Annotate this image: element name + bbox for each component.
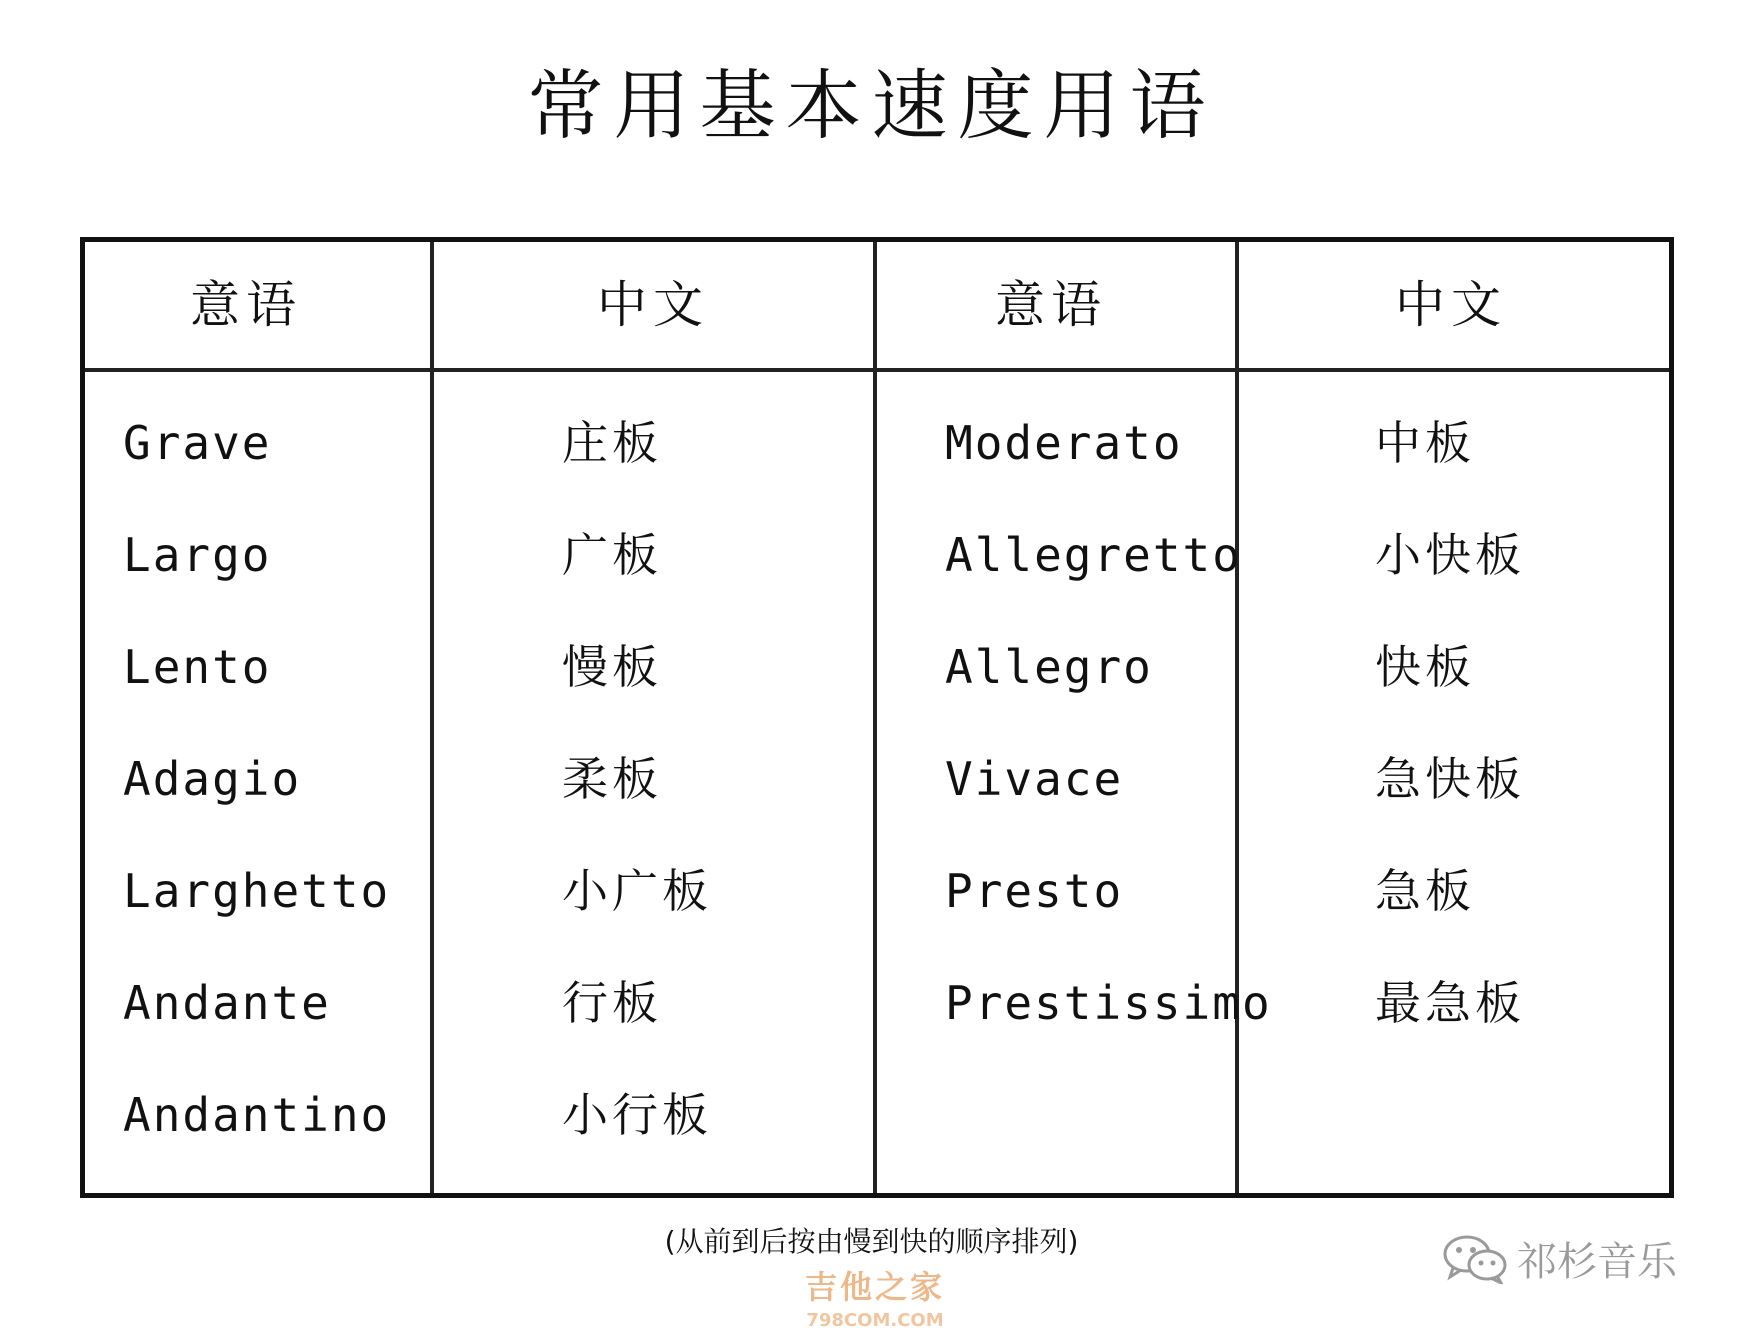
brand-mark [1441,1232,1677,1291]
table-cell: 小广板 [562,864,712,918]
header-italian-right: 意语 [995,276,1107,334]
page-title: 常用基本速度用语 [527,61,1216,150]
watermark-name: 吉他之家 [804,1268,945,1306]
table-cell: Largo [123,528,272,582]
table-cell: 小快板 [1375,528,1525,582]
table-cell: 最急板 [1375,976,1525,1030]
table-cell: 慢板 [562,640,662,694]
table-cell: Andante [123,976,331,1030]
column-divider [430,242,434,1193]
header-italian-left: 意语 [190,276,302,334]
column-chinese-left [562,416,712,1204]
table-cell: 中板 [1375,416,1475,470]
table-cell: 急板 [1375,864,1475,918]
table-cell: 小行板 [562,1088,712,1142]
table-cell: Prestissimo [945,976,1272,1030]
header-divider [85,368,1669,372]
table-cell: Andantino [123,1088,391,1142]
table-cell: 广板 [562,528,662,582]
table-cell: Larghetto [123,864,391,918]
column-italian-left [123,416,391,1204]
table-cell: 柔板 [562,752,662,806]
table-cell: 快板 [1375,640,1475,694]
table-cell: Adagio [123,752,302,806]
table-cell: Vivace [945,752,1124,806]
ordering-note: (从前到后按由慢到快的顺序排列) [664,1225,1079,1258]
header-chinese-right: 中文 [1395,276,1507,334]
watermark-url: 798COM.COM [806,1310,944,1331]
column-italian-right [945,416,1272,1092]
column-chinese-right [1375,416,1525,1092]
table-cell: Grave [123,416,272,470]
header-chinese-left: 中文 [597,276,709,334]
column-divider [873,242,877,1193]
brand-name: 祁杉音乐 [1517,1238,1677,1285]
table-cell: Allegro [945,640,1153,694]
table-cell: Lento [123,640,272,694]
table-cell: 急快板 [1375,752,1525,806]
table-cell: Presto [945,864,1124,918]
wechat-icon [1441,1232,1509,1291]
table-cell: Allegretto [945,528,1242,582]
table-cell: 庄板 [562,416,662,470]
site-watermark [790,1262,960,1331]
tempo-table [80,237,1674,1198]
table-cell: 行板 [562,976,662,1030]
table-cell: Moderato [945,416,1183,470]
